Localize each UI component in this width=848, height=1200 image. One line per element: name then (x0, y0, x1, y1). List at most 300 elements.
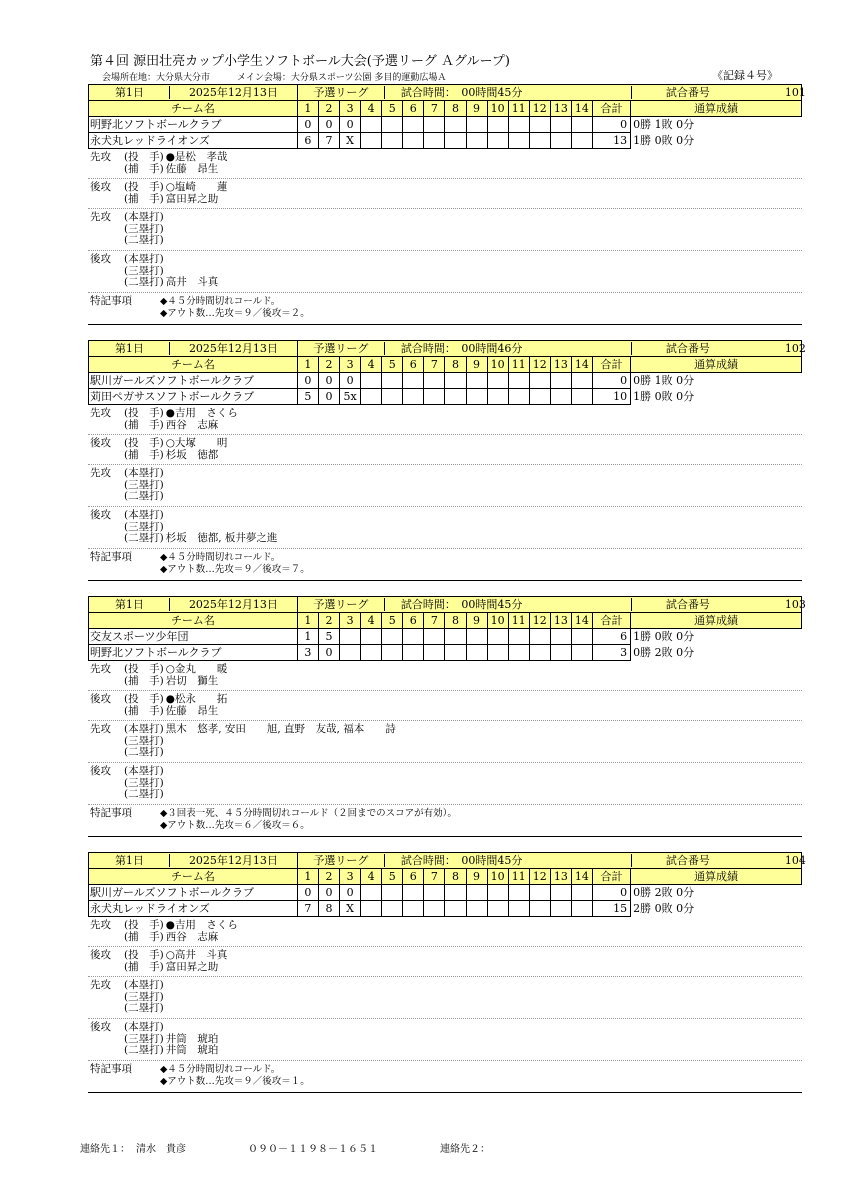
inning-score (445, 901, 466, 917)
note-line: ◆アウト数…先攻＝９／後攻＝２。 (160, 307, 310, 319)
inning-score (445, 885, 466, 901)
position-label: (三塁打) (124, 734, 164, 747)
player-row (124, 724, 802, 736)
team-row (89, 117, 802, 133)
stage-label: 予選リーグ (298, 86, 385, 99)
position-label: (二塁打) (124, 234, 164, 246)
inning-score (382, 389, 403, 405)
notes-label: 特記事項 (90, 1063, 132, 1075)
player-names: 黒木 悠孝, 安田 旭, 直野 友哉, 福本 詩 (165, 723, 396, 735)
position-label: (三塁打) (124, 478, 164, 491)
inning-score: 0 (340, 885, 361, 901)
player-row (124, 533, 802, 545)
player-row (124, 706, 802, 718)
position-label: (捕 手) (124, 448, 164, 461)
visitor-extra-hits (88, 721, 802, 763)
cumulative-header: 通算成績 (631, 613, 802, 629)
position-label: (捕 手) (124, 704, 164, 717)
team-total: 13 (592, 133, 630, 149)
game-time: 試合時間： 00時間45分 (385, 854, 632, 867)
game-day-date (89, 85, 298, 101)
player-names: 西谷 志麻 (165, 418, 219, 431)
note-line: ◆アウト数…先攻＝６／後攻＝６。 (160, 819, 310, 831)
venue-info: 会場所在地：大分県大分市 メイン会場：大分県スポーツ公園 多目的運動広場Ａ (102, 73, 447, 83)
inning-header: 7 (424, 613, 445, 629)
inning-score: 0 (318, 373, 339, 389)
inning-header: 14 (571, 357, 592, 373)
inning-score: 0 (297, 117, 318, 133)
special-notes (88, 1061, 802, 1093)
inning-score (361, 885, 382, 901)
position-label: (捕 手) (124, 418, 164, 431)
inning-score (466, 901, 487, 917)
section-label: 先攻 (90, 919, 111, 931)
player-row (124, 1045, 802, 1057)
visitor-extra-hits (88, 209, 802, 251)
inning-header: 14 (571, 613, 592, 629)
inning-score (508, 389, 529, 405)
player-row (124, 992, 802, 1004)
inning-score: 0 (297, 885, 318, 901)
special-notes (88, 549, 802, 581)
section-label: 先攻 (90, 467, 111, 479)
inning-header: 8 (445, 869, 466, 885)
player-names: ○金丸 暖 (165, 663, 228, 675)
inning-score: 8 (318, 901, 339, 917)
inning-header: 11 (508, 357, 529, 373)
inning-score (529, 885, 550, 901)
section-label: 後攻 (90, 253, 111, 265)
game-day: 第1日 (89, 342, 170, 355)
inning-score (487, 629, 508, 645)
inning-score (361, 117, 382, 133)
tournament-title: 第４回 源田壮亮カップ小学生ソフトボール大会(予選リーグ Ａグループ) (90, 54, 510, 69)
inning-score: 1 (297, 629, 318, 645)
special-notes (88, 805, 802, 837)
player-row (124, 480, 802, 492)
inning-score (466, 117, 487, 133)
inning-score (382, 645, 403, 661)
home-extra-hits (88, 251, 802, 293)
inning-score (361, 629, 382, 645)
team-name-header: チーム名 (89, 613, 298, 629)
inning-score (361, 133, 382, 149)
visitor-battery (88, 405, 802, 435)
section-label: 後攻 (90, 181, 111, 193)
position-label: (三塁打) (124, 520, 164, 533)
team-record: 0勝 2敗 0分 (631, 645, 802, 661)
team-name-header: チーム名 (89, 101, 298, 117)
team-record: 0勝 1敗 0分 (631, 117, 802, 133)
team-name: 苅田ペガサスソフトボールクラブ (89, 389, 298, 405)
inning-score (403, 901, 424, 917)
visitor-extra-hits (88, 465, 802, 507)
team-row (89, 901, 802, 917)
inning-score (550, 117, 571, 133)
inning-header: 1 (297, 613, 318, 629)
inning-score (424, 885, 445, 901)
game-day-date (89, 853, 298, 869)
player-row (124, 736, 802, 748)
player-row (124, 747, 802, 759)
home-battery (88, 435, 802, 465)
inning-score (382, 133, 403, 149)
inning-header: 3 (340, 869, 361, 885)
position-label: (三塁打) (124, 1032, 164, 1045)
inning-score (571, 389, 592, 405)
inning-score: 5 (318, 629, 339, 645)
inning-header: 13 (550, 101, 571, 117)
note-line: ◆４５分時間切れコールド。 (160, 1064, 281, 1075)
inning-header: 10 (487, 101, 508, 117)
inning-score (403, 373, 424, 389)
position-label: (二塁打) (124, 1044, 164, 1056)
position-label: (本塁打) (124, 765, 164, 777)
inning-score (508, 133, 529, 149)
inning-score: X (340, 901, 361, 917)
game-day: 第1日 (89, 854, 170, 867)
position-label: (二塁打) (124, 746, 164, 758)
team-name: 駅川ガールズソフトボールクラブ (89, 885, 298, 901)
position-label: (本塁打) (124, 1021, 164, 1033)
player-row (124, 778, 802, 790)
position-label: (二塁打) (124, 276, 164, 288)
total-header: 合計 (592, 357, 630, 373)
game-block (88, 852, 806, 1093)
special-notes (88, 293, 802, 325)
inning-header: 1 (297, 869, 318, 885)
inning-score: 0 (318, 645, 339, 661)
inning-score (424, 133, 445, 149)
player-names: 岩切 獅生 (165, 674, 219, 687)
team-name: 駅川ガールズソフトボールクラブ (89, 373, 298, 389)
stage-and-time (297, 85, 806, 101)
notes-label: 特記事項 (90, 807, 132, 819)
team-row (89, 629, 802, 645)
inning-header: 1 (297, 357, 318, 373)
position-label: (本塁打) (124, 253, 164, 265)
inning-header: 8 (445, 357, 466, 373)
inning-header: 7 (424, 357, 445, 373)
inning-header: 3 (340, 101, 361, 117)
position-label: (三塁打) (124, 776, 164, 789)
inning-header: 4 (361, 613, 382, 629)
player-row (124, 932, 802, 944)
player-row (124, 694, 802, 706)
section-label: 先攻 (90, 663, 111, 675)
player-row (124, 408, 802, 420)
inning-score (424, 373, 445, 389)
home-extra-hits (88, 507, 802, 549)
section-label: 後攻 (90, 765, 111, 777)
player-row (124, 920, 802, 932)
contact-1-label: 連絡先１： (80, 1144, 130, 1155)
contact-1-name: 清水 貴彦 (136, 1144, 186, 1155)
inning-score (508, 885, 529, 901)
inning-header: 2 (318, 869, 339, 885)
player-row (124, 676, 802, 688)
inning-header: 4 (361, 101, 382, 117)
inning-header: 6 (403, 357, 424, 373)
inning-header: 5 (382, 101, 403, 117)
inning-score (466, 885, 487, 901)
player-row (124, 224, 802, 236)
inning-header: 13 (550, 357, 571, 373)
team-record: 2勝 0敗 0分 (631, 901, 802, 917)
player-row (124, 1003, 802, 1015)
team-record: 1勝 0敗 0分 (631, 389, 802, 405)
inning-score (571, 885, 592, 901)
game-day-date (89, 597, 298, 613)
inning-header: 8 (445, 101, 466, 117)
game-day: 第1日 (89, 598, 170, 611)
contact-1-phone: ０９０－１１９８－１６５１ (248, 1144, 378, 1155)
inning-score (487, 389, 508, 405)
team-name-header: チーム名 (89, 357, 298, 373)
team-total: 15 (592, 901, 630, 917)
inning-score (466, 389, 487, 405)
inning-header: 5 (382, 869, 403, 885)
player-names: 西谷 志麻 (165, 930, 219, 943)
scoreboard (88, 596, 806, 661)
inning-score (403, 885, 424, 901)
inning-header: 14 (571, 101, 592, 117)
team-name: 明野北ソフトボールクラブ (89, 117, 298, 133)
home-battery (88, 691, 802, 721)
player-names: 佐藤 昂生 (165, 704, 219, 717)
game-number: 103 (784, 598, 806, 611)
inning-score (550, 885, 571, 901)
inning-score (550, 133, 571, 149)
inning-score (529, 901, 550, 917)
player-row (124, 266, 802, 278)
position-label: (投 手) (124, 663, 164, 675)
inning-score (424, 117, 445, 133)
inning-header: 10 (487, 357, 508, 373)
stage-label: 予選リーグ (298, 598, 385, 611)
inning-header: 4 (361, 869, 382, 885)
inning-score (529, 373, 550, 389)
inning-score: 6 (297, 133, 318, 149)
note-line: ◆４５分時間切れコールド。 (160, 552, 281, 563)
section-label: 先攻 (90, 407, 111, 419)
team-record: 1勝 0敗 0分 (631, 629, 802, 645)
inning-header: 14 (571, 869, 592, 885)
stage-and-time (297, 853, 806, 869)
position-label: (二塁打) (124, 788, 164, 800)
inning-header: 9 (466, 613, 487, 629)
inning-score (550, 645, 571, 661)
position-label: (本塁打) (124, 467, 164, 479)
inning-header: 10 (487, 869, 508, 885)
section-label: 先攻 (90, 211, 111, 223)
inning-score (571, 133, 592, 149)
inning-score (382, 117, 403, 133)
inning-score (466, 133, 487, 149)
player-row (124, 164, 802, 176)
section-label: 後攻 (90, 437, 111, 449)
inning-header: 9 (466, 869, 487, 885)
section-label: 後攻 (90, 949, 111, 961)
inning-score (487, 885, 508, 901)
player-row (124, 277, 802, 289)
position-label: (本塁打) (124, 509, 164, 521)
position-label: (本塁打) (124, 979, 164, 991)
player-row (124, 789, 802, 801)
game-day: 第1日 (89, 86, 170, 99)
inning-header: 4 (361, 357, 382, 373)
inning-score (382, 629, 403, 645)
cumulative-header: 通算成績 (631, 869, 802, 885)
notes-label: 特記事項 (90, 295, 132, 307)
game-number: 104 (784, 854, 806, 867)
inning-header: 3 (340, 357, 361, 373)
inning-score (445, 629, 466, 645)
inning-score (550, 629, 571, 645)
position-label: (三塁打) (124, 264, 164, 277)
inning-header: 5 (382, 613, 403, 629)
player-row (124, 1022, 802, 1034)
inning-header: 12 (529, 101, 550, 117)
inning-header: 9 (466, 357, 487, 373)
player-row (124, 980, 802, 992)
team-name: 明野北ソフトボールクラブ (89, 645, 298, 661)
inning-score (382, 373, 403, 389)
contact-2-label: 連絡先２： (440, 1144, 490, 1155)
inning-header: 10 (487, 613, 508, 629)
position-label: (三塁打) (124, 222, 164, 235)
inning-header: 12 (529, 357, 550, 373)
inning-header: 7 (424, 869, 445, 885)
game-date: 2025年12月13日 (188, 86, 278, 99)
position-label: (捕 手) (124, 674, 164, 687)
section-label: 後攻 (90, 509, 111, 521)
inning-score (340, 645, 361, 661)
inning-score (361, 389, 382, 405)
game-block (88, 596, 806, 837)
player-row (124, 235, 802, 247)
team-total: 0 (592, 885, 630, 901)
position-label: (捕 手) (124, 162, 164, 175)
inning-score (508, 373, 529, 389)
home-battery (88, 947, 802, 977)
inning-score (403, 117, 424, 133)
inning-score (550, 901, 571, 917)
position-label: (投 手) (124, 919, 164, 931)
visitor-extra-hits (88, 977, 802, 1019)
player-names: ○大塚 明 (165, 437, 228, 449)
inning-score (382, 885, 403, 901)
player-names: ●是松 孝哉 (165, 151, 228, 163)
home-extra-hits (88, 763, 802, 805)
inning-score (445, 645, 466, 661)
inning-header: 7 (424, 101, 445, 117)
inning-header: 11 (508, 101, 529, 117)
scoreboard (88, 84, 806, 149)
inning-score: 5x (340, 389, 361, 405)
position-label: (捕 手) (124, 930, 164, 943)
inning-header: 13 (550, 613, 571, 629)
position-label: (投 手) (124, 407, 164, 419)
notes-label: 特記事項 (90, 551, 132, 563)
inning-score (403, 389, 424, 405)
home-extra-hits (88, 1019, 802, 1061)
inning-header: 11 (508, 869, 529, 885)
inning-score (403, 645, 424, 661)
inning-score: 3 (297, 645, 318, 661)
player-names: ○高井 斗真 (165, 949, 228, 961)
inning-score (445, 373, 466, 389)
section-label: 先攻 (90, 979, 111, 991)
team-row (89, 373, 802, 389)
inning-score (571, 629, 592, 645)
player-names: 杉坂 徳都, 板井夢之進 (165, 532, 278, 544)
player-row (124, 194, 802, 206)
inning-score (508, 645, 529, 661)
inning-header: 2 (318, 101, 339, 117)
player-row (124, 1034, 802, 1046)
inning-score: 0 (318, 885, 339, 901)
inning-header: 6 (403, 869, 424, 885)
player-names: 井筒 琥珀 (165, 1032, 219, 1045)
note-line: ◆アウト数…先攻＝９／後攻＝７。 (160, 563, 310, 575)
position-label: (二塁打) (124, 490, 164, 502)
player-row (124, 420, 802, 432)
inning-score (529, 389, 550, 405)
scoreboard (88, 852, 806, 917)
game-number-label: 試合番号 (665, 854, 710, 867)
inning-score: 7 (297, 901, 318, 917)
position-label: (投 手) (124, 437, 164, 449)
game-time: 試合時間： 00時間45分 (385, 86, 632, 99)
inning-score: 0 (297, 373, 318, 389)
inning-score: 5 (297, 389, 318, 405)
inning-score (361, 901, 382, 917)
inning-score (340, 629, 361, 645)
visitor-battery (88, 149, 802, 179)
player-names: 井筒 琥珀 (165, 1044, 219, 1056)
stage-label: 予選リーグ (298, 854, 385, 867)
inning-score (424, 629, 445, 645)
player-row (124, 510, 802, 522)
team-total: 3 (592, 645, 630, 661)
total-header: 合計 (592, 869, 630, 885)
team-total: 0 (592, 117, 630, 133)
inning-header: 6 (403, 613, 424, 629)
inning-score (529, 629, 550, 645)
player-row (124, 962, 802, 974)
visitor-battery (88, 661, 802, 691)
inning-header: 2 (318, 357, 339, 373)
player-row (124, 468, 802, 480)
player-row (124, 212, 802, 224)
inning-score (424, 901, 445, 917)
player-row (124, 254, 802, 266)
inning-header: 11 (508, 613, 529, 629)
inning-header: 13 (550, 869, 571, 885)
inning-score (445, 133, 466, 149)
total-header: 合計 (592, 101, 630, 117)
inning-score (466, 373, 487, 389)
inning-score (508, 629, 529, 645)
inning-score (466, 629, 487, 645)
inning-header: 12 (529, 869, 550, 885)
team-row (89, 389, 802, 405)
stage-and-time (297, 597, 806, 613)
inning-score (382, 901, 403, 917)
inning-score (529, 117, 550, 133)
cumulative-header: 通算成績 (631, 101, 802, 117)
